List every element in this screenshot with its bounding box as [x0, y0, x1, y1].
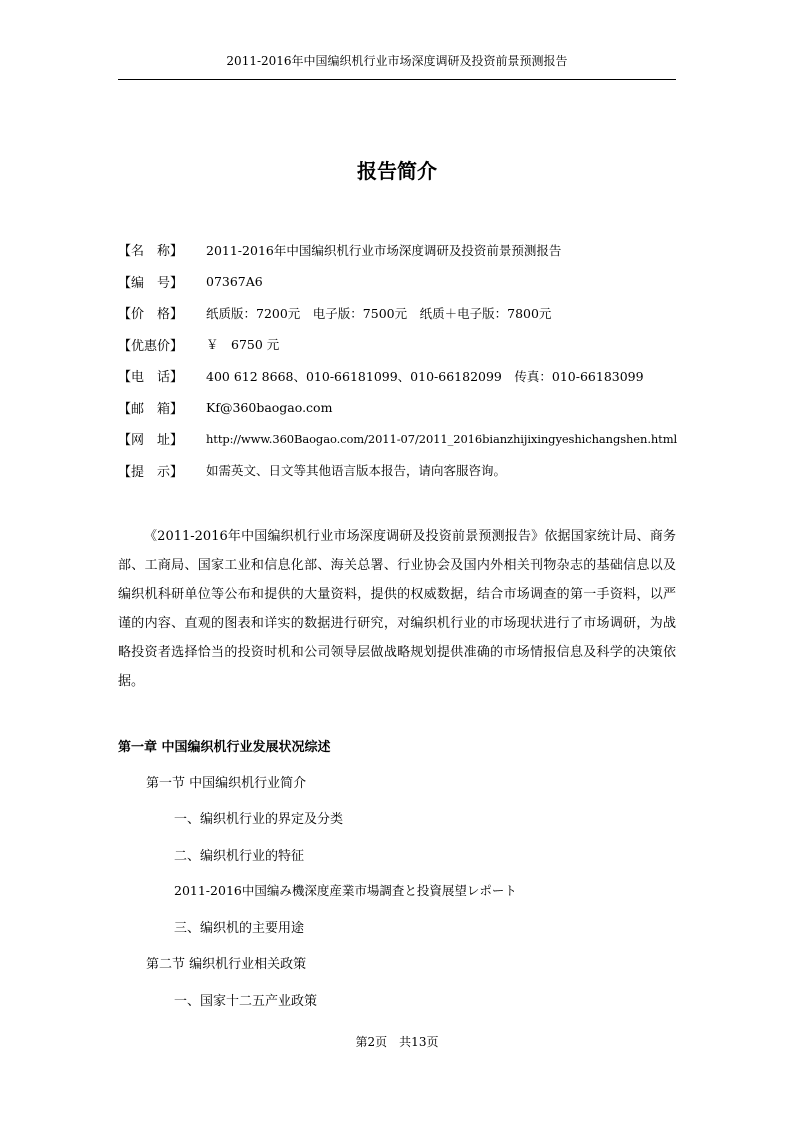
page-number: 第2页 共13页 [355, 1035, 439, 1049]
info-row-phone [118, 360, 688, 392]
info-row-url [118, 423, 688, 455]
header-divider [118, 79, 676, 80]
toc-item: 一、国家十二五产业政策 [174, 993, 318, 1009]
info-row-tip [118, 455, 688, 487]
running-header: 2011-2016年中国编织机行业市场深度调研及投资前景预测报告 [226, 54, 568, 68]
report-name-value: 2011-2016年中国编织机行业市场深度调研及投资前景预测报告 [206, 242, 562, 258]
website-link[interactable]: http://www.360Baogao.com/2011-07/2011_2016bianzhijixingyeshichangshen.html [206, 431, 678, 446]
info-row-code [118, 266, 688, 298]
info-label: 【名 称】 [118, 244, 184, 260]
document-title: 报告简介 [357, 159, 437, 183]
toc-inserted-banner: 2011-2016中国编み機深度産業市場調査と投資展望レポート [174, 883, 517, 899]
toc-item: 一、编织机行业的界定及分类 [174, 812, 344, 828]
toc-chapter: 第一章 中国编织机行业发展状况综述 [118, 739, 331, 755]
phone-value: 400 612 8668、010-66181099、010-66182099 传真：010-66183099 [206, 368, 644, 384]
info-label: 【提 示】 [118, 464, 184, 480]
info-row-discount [118, 329, 688, 361]
toc-item: 三、编织机的主要用途 [174, 921, 305, 937]
discount-price-value: ￥ 6750 元 [206, 337, 280, 353]
toc-section: 第二节 编织机行业相关政策 [146, 957, 307, 973]
info-row-name [118, 234, 688, 266]
info-row-price [118, 297, 688, 329]
intro-paragraph: 《2011-2016年中国编织机行业市场深度调研及投资前景预测报告》依据国家统计局、商务部、工商局、国家工业和信息化部、海关总署、行业协会及国内外相关刊物杂志的基础信息以及编织机科研单位等公布和提供的大量资料，提供的权威数据，结合市场调查的第一手资料，以严谨的内容、直观的图表和详实的数据进行研究，对编织机行业的市场现状进行了市场调研，为战略投资者选择恰当的投资时机和公司领导层做战略规划提供准确的市场情报信息及科学的决策依据。 [118, 529, 676, 689]
price-value: 纸质版：7200元 电子版：7500元 纸质＋电子版：7800元 [206, 305, 552, 321]
info-label: 【网 址】 [118, 433, 184, 449]
info-label: 【价 格】 [118, 307, 184, 323]
info-label: 【优惠价】 [118, 338, 184, 354]
toc-section: 第一节 中国编织机行业简介 [146, 775, 307, 791]
email-link[interactable]: Kf@360baogao.com [206, 399, 333, 415]
info-label: 【电 话】 [118, 370, 184, 386]
info-label: 【邮 箱】 [118, 401, 184, 417]
info-label: 【编 号】 [118, 275, 184, 291]
report-info-table [118, 234, 688, 486]
toc-item: 二、编织机行业的特征 [174, 848, 305, 864]
info-row-email [118, 392, 688, 424]
table-of-contents [118, 727, 676, 1017]
tip-value: 如需英文、日文等其他语言版本报告，请向客服咨询。 [206, 463, 507, 479]
report-code-value: 07367A6 [206, 273, 263, 289]
